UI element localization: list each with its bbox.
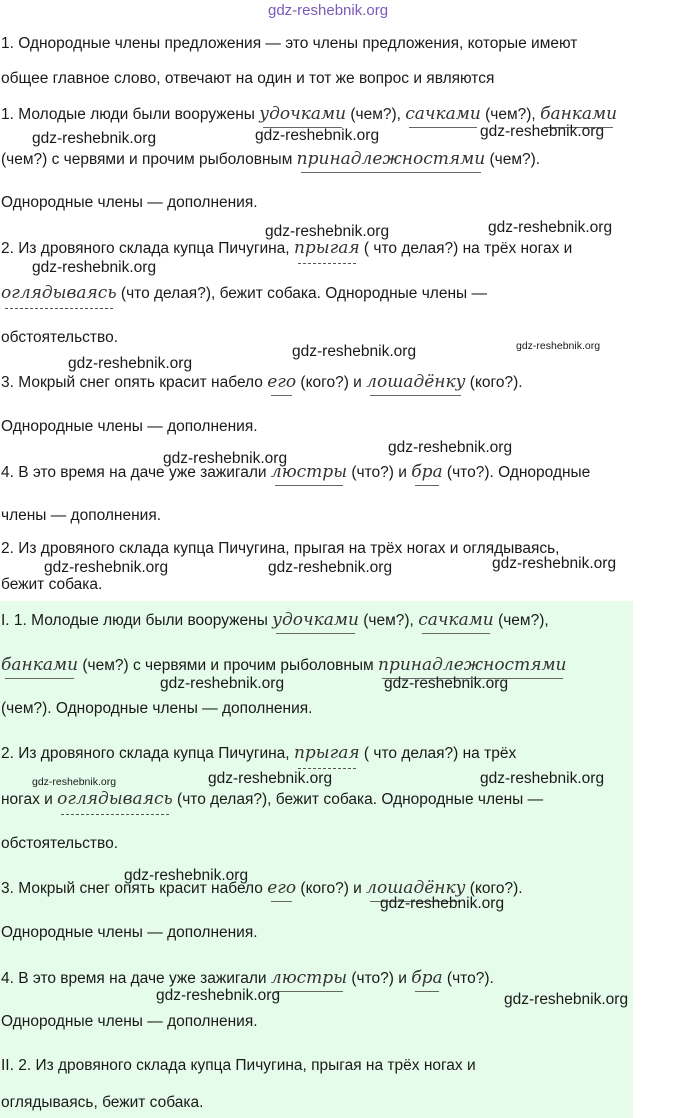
text-fragment: 3. Мокрый снег опять красит набело <box>1 374 263 391</box>
text-fragment: (чем?) с червями и прочим рыболовным <box>82 657 374 674</box>
text-line <box>1 372 523 393</box>
question: (что?). Однородные <box>446 464 591 481</box>
text-line: II. 2. Из дровяного склада купца Пичугина, прыгая на трёх ногах и <box>1 1057 476 1074</box>
handwritten-word: бра <box>411 462 443 482</box>
text-fragment: (что делая?), бежит собака. Однородные члены — <box>120 285 487 302</box>
watermark: gdz-reshebnik.org <box>488 219 613 236</box>
handwritten-word: удочками <box>259 104 347 124</box>
text-fragment: 4. В это время на даче уже зажигали <box>1 970 267 987</box>
watermark: gdz-reshebnik.org <box>44 559 169 576</box>
handwritten-word: оглядываясь <box>1 283 117 303</box>
handwritten-word: его <box>267 372 297 392</box>
watermark: gdz-reshebnik.org <box>492 555 617 572</box>
text-fragment: (что делая?), бежит собака. Однородные члены — <box>177 791 544 808</box>
watermark: gdz-reshebnik.org <box>380 895 505 912</box>
watermark: gdz-reshebnik.org <box>504 991 629 1008</box>
text-line <box>1 104 617 125</box>
watermark: gdz-reshebnik.org <box>208 770 333 787</box>
question: (что?). <box>446 970 494 987</box>
text-fragment: 2. Из дровяного склада купца Пичугина, <box>1 745 290 762</box>
text-line <box>1 610 549 631</box>
text-fragment: ( что делая?) на трёх <box>363 745 517 762</box>
text-line <box>1 968 494 989</box>
question: (чем?), <box>363 612 414 629</box>
text-line: обстоятельство. <box>1 329 118 346</box>
question: (кого?) и <box>300 374 362 391</box>
text-line <box>1 462 590 483</box>
watermark: gdz-reshebnik.org <box>255 127 380 144</box>
watermark: gdz-reshebnik.org <box>32 130 157 147</box>
question: (кого?) и <box>300 880 362 897</box>
text-fragment: 4. В это время на даче уже зажигали <box>1 464 267 481</box>
text-line: члены — дополнения. <box>1 507 162 524</box>
watermark: gdz-reshebnik.org <box>388 439 513 456</box>
text-line: Однородные члены — дополнения. <box>1 418 258 435</box>
watermark: gdz-reshebnik.org <box>268 559 393 576</box>
text-line: (чем?). Однородные члены — дополнения. <box>1 700 313 717</box>
watermark: gdz-reshebnik.org <box>265 223 390 240</box>
handwritten-word: люстры <box>270 462 348 482</box>
handwritten-word: люстры <box>270 968 348 988</box>
text-line: бежит собака. <box>1 576 103 593</box>
text-line: Однородные члены — дополнения. <box>1 1013 258 1030</box>
question: (чем?), <box>485 106 536 123</box>
handwritten-word: удочками <box>272 610 359 630</box>
text-line: 1. Однородные члены предложения — это члены предложения, которые имеют <box>1 35 578 52</box>
text-line: 2. Из дровяного склада купца Пичугина, прыгая на трёх ногах и оглядываясь, <box>1 540 560 557</box>
handwritten-word: лошадёнку <box>366 372 466 392</box>
text-line: оглядываясь, бежит собака. <box>1 1094 204 1111</box>
text-line <box>1 238 572 259</box>
text-fragment: ногах и <box>1 791 53 808</box>
text-line <box>1 655 567 676</box>
text-fragment: 3. Мокрый снег опять красит набело <box>1 880 263 897</box>
watermark: gdz-reshebnik.org <box>384 675 509 692</box>
watermark: gdz-reshebnik.org <box>32 776 117 788</box>
text-fragment: 2. Из дровяного склада купца Пичугина, <box>1 240 290 257</box>
watermark: gdz-reshebnik.org <box>268 2 389 19</box>
handwritten-word: сачками <box>418 610 494 630</box>
question: (кого?). <box>469 880 523 897</box>
handwritten-word: оглядываясь <box>57 789 173 809</box>
question: (кого?). <box>469 374 523 391</box>
handwritten-word: принадлежностями <box>296 149 486 169</box>
watermark: gdz-reshebnik.org <box>156 987 281 1004</box>
text-fragment: I. 1. Молодые люди были вооружены <box>1 612 268 629</box>
handwritten-word: принадлежностями <box>378 655 567 675</box>
text-fragment: (чем?). <box>489 151 541 168</box>
watermark: gdz-reshebnik.org <box>480 770 605 787</box>
text-line <box>1 283 487 304</box>
watermark: gdz-reshebnik.org <box>160 675 285 692</box>
handwritten-word: сачками <box>405 104 481 124</box>
watermark: gdz-reshebnik.org <box>480 123 605 140</box>
handwritten-word: банками <box>540 104 618 124</box>
text-fragment: (чем?) с червями и прочим рыболовным <box>1 151 293 168</box>
handwritten-word: его <box>267 878 297 898</box>
question: (чем?), <box>498 612 549 629</box>
text-fragment: 1. Молодые люди были вооружены <box>1 106 255 123</box>
watermark: gdz-reshebnik.org <box>516 340 601 352</box>
watermark: gdz-reshebnik.org <box>32 259 157 276</box>
text-line: общее главное слово, отвечают на один и тот же вопрос и являются <box>1 70 495 87</box>
handwritten-word: прыгая <box>293 238 360 258</box>
text-line <box>1 789 543 810</box>
watermark: gdz-reshebnik.org <box>292 343 417 360</box>
text-line: обстоятельство. <box>1 835 118 852</box>
watermark: gdz-reshebnik.org <box>68 355 193 372</box>
handwritten-word: банками <box>1 655 79 675</box>
question: (что?) и <box>351 970 407 987</box>
question: (что?) и <box>351 464 407 481</box>
text-line: Однородные члены — дополнения. <box>1 924 258 941</box>
text-line <box>1 743 516 764</box>
text-line <box>1 149 540 170</box>
handwritten-word: лошадёнку <box>366 878 466 898</box>
handwritten-word: прыгая <box>293 743 360 763</box>
text-line: Однородные члены — дополнения. <box>1 194 258 211</box>
question: (чем?), <box>350 106 401 123</box>
handwritten-word: бра <box>411 968 443 988</box>
text-fragment: ( что делая?) на трёх ногах и <box>363 240 573 257</box>
watermark: gdz-reshebnik.org <box>163 450 288 467</box>
watermark: gdz-reshebnik.org <box>124 867 249 884</box>
